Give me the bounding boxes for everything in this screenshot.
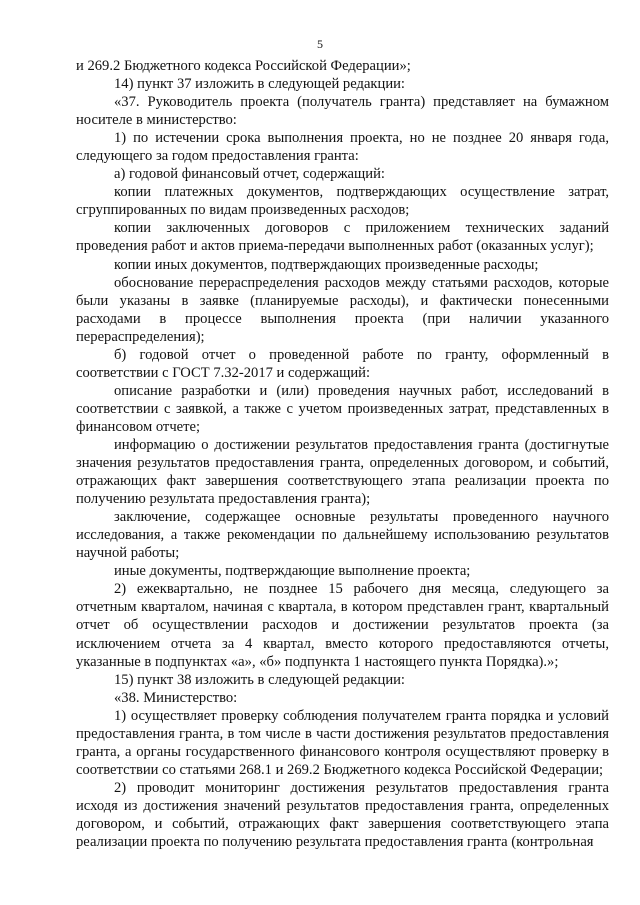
paragraph: информацию о достижении результатов предоставления гранта (достигнутые значения результатов предоставления гранта, определенных договором, и событий, отражающих факт завершения соответствующего этапа реализации проекта по получению результата предоставления гранта); — [76, 436, 609, 508]
paragraph: а) годовой финансовый отчет, содержащий: — [114, 166, 385, 183]
paragraph: и 269.2 Бюджетного кодекса Российской Федерации»; — [76, 58, 411, 74]
paragraph: описание разработки и (или) проведения научных работ, исследований в соответствии с заявкой, а также с учетом произведенных затрат, представленных в финансовом отчете; — [76, 382, 609, 435]
paragraph: обоснование перераспределения расходов между статьями расходов, которые были указаны в заявке (планируемые расходы), и фактически понесенными расходами в процессе выполнения проекта (при наличии указанного перераспределения); — [76, 274, 609, 345]
page-number: 5 — [317, 37, 323, 51]
paragraph: 1) осуществляет проверку соблюдения получателем гранта порядка и условий предоставления гранта, в том числе в части достижения результатов предоставления гранта, а органы государственного финансового контроля осуществляют проверку в соответствии со статьями 268.1 и 269.2 Бюджетного кодекса Российской Федерации; — [76, 707, 609, 778]
paragraph: «38. Министерство: — [114, 689, 238, 706]
document-body — [76, 57, 609, 851]
paragraph: копии иных документов, подтверждающих произведенные расходы; — [114, 256, 539, 273]
paragraph: 1) по истечении срока выполнения проекта, но не позднее 20 января года, следующего за годом предоставления гранта: — [76, 130, 609, 165]
paragraph: 15) пункт 38 изложить в следующей редакции: — [114, 671, 405, 688]
paragraph: иные документы, подтверждающие выполнение проекта; — [114, 563, 471, 580]
paragraph: 2) проводит мониторинг достижения результатов предоставления гранта исходя из достижения значений результатов предоставления гранта, определенных договором, и событий, отражающих факт завершения соответствующего этапа реализации проекта по получению результата предоставления гранта (контрольная — [76, 779, 609, 851]
paragraph: заключение, содержащее основные результаты проведенного научного исследования, а также рекомендации по дальнейшему использованию результатов научной работы; — [76, 509, 609, 562]
paragraph: копии заключенных договоров с приложением технических заданий проведения работ и актов приема-передачи выполненных работ (оказанных услуг); — [76, 220, 609, 255]
paragraph: 2) ежеквартально, не позднее 15 рабочего дня месяца, следующего за отчетным кварталом, начиная с квартала, в котором представлен грант, квартальный отчет об осуществлении расходов и достижении результатов проекта (за исключением отчета за 4 квартал, вместо которого предоставляются отчеты, указанные в подпунктах «а», «б» подпункта 1 настоящего пункта Порядка).»; — [76, 581, 609, 670]
paragraph: б) годовой отчет о проведенной работе по гранту, оформленный в соответствии с ГОСТ 7.32-2017 и содержащий: — [76, 346, 609, 381]
paragraph: 14) пункт 37 изложить в следующей редакции: — [114, 76, 405, 93]
paragraph: копии платежных документов, подтверждающих осуществление затрат, сгруппированных по видам произведенных расходов; — [76, 184, 609, 219]
paragraph: «37. Руководитель проекта (получатель гранта) представляет на бумажном носителе в министерство: — [76, 94, 609, 129]
